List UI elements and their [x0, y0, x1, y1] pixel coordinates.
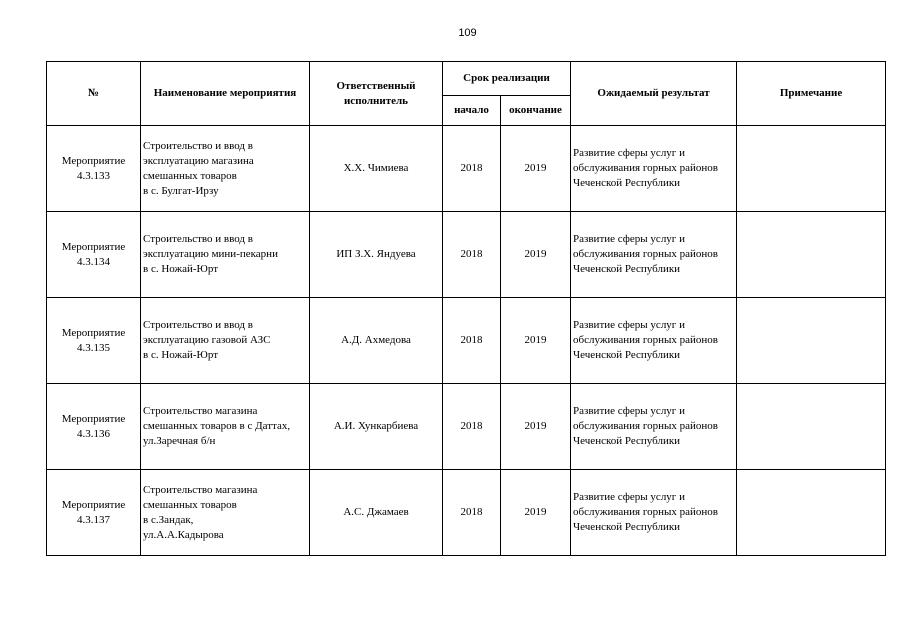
cell-executor: ИП З.Х. Яндуева — [310, 212, 443, 298]
cell-note — [737, 212, 886, 298]
cell-note — [737, 298, 886, 384]
cell-end: 2019 — [501, 470, 571, 556]
cell-result: Развитие сферы услуг и обслуживания горных районов Чеченской Республики — [571, 126, 737, 212]
table-row — [47, 212, 886, 298]
header-note: Примечание — [737, 62, 886, 126]
cell-num: Мероприятие 4.3.135 — [47, 298, 141, 384]
cell-name: Строительство и ввод в эксплуатацию газовой АЗС в с. Ножай-Юрт — [141, 298, 310, 384]
header-num: № — [47, 62, 141, 126]
cell-executor: Х.Х. Чимиева — [310, 126, 443, 212]
cell-num: Мероприятие 4.3.137 — [47, 470, 141, 556]
cell-name: Строительство магазина смешанных товаров в с.Зандак, ул.А.А.Кадырова — [141, 470, 310, 556]
activities-table — [46, 61, 886, 556]
header-executor: Ответственный исполнитель — [310, 62, 443, 126]
cell-num: Мероприятие 4.3.136 — [47, 384, 141, 470]
cell-start: 2018 — [443, 470, 501, 556]
cell-name: Строительство и ввод в эксплуатацию магазина смешанных товаров в с. Булгат-Ирзу — [141, 126, 310, 212]
header-name: Наименование мероприятия — [141, 62, 310, 126]
header-period: Срок реализации — [443, 62, 571, 96]
cell-executor: А.С. Джамаев — [310, 470, 443, 556]
cell-end: 2019 — [501, 126, 571, 212]
cell-end: 2019 — [501, 298, 571, 384]
cell-result: Развитие сферы услуг и обслуживания горных районов Чеченской Республики — [571, 298, 737, 384]
table-row — [47, 298, 886, 384]
cell-name: Строительство магазина смешанных товаров в с Даттах, ул.Заречная б/н — [141, 384, 310, 470]
table-body — [47, 126, 886, 556]
cell-start: 2018 — [443, 126, 501, 212]
cell-end: 2019 — [501, 384, 571, 470]
page-number: 109 — [458, 27, 477, 39]
cell-result: Развитие сферы услуг и обслуживания горных районов Чеченской Республики — [571, 470, 737, 556]
cell-num: Мероприятие 4.3.134 — [47, 212, 141, 298]
table-row — [47, 126, 886, 212]
cell-num: Мероприятие 4.3.133 — [47, 126, 141, 212]
cell-start: 2018 — [443, 212, 501, 298]
cell-executor: А.Д. Ахмедова — [310, 298, 443, 384]
cell-start: 2018 — [443, 384, 501, 470]
cell-start: 2018 — [443, 298, 501, 384]
cell-result: Развитие сферы услуг и обслуживания горных районов Чеченской Республики — [571, 384, 737, 470]
header-result: Ожидаемый результат — [571, 62, 737, 126]
table-row — [47, 470, 886, 556]
cell-name: Строительство и ввод в эксплуатацию мини-пекарни в с. Ножай-Юрт — [141, 212, 310, 298]
cell-note — [737, 384, 886, 470]
cell-end: 2019 — [501, 212, 571, 298]
cell-note — [737, 470, 886, 556]
cell-result: Развитие сферы услуг и обслуживания горных районов Чеченской Республики — [571, 212, 737, 298]
table-header — [47, 62, 886, 126]
header-end: окончание — [501, 96, 571, 126]
table-row — [47, 384, 886, 470]
cell-note — [737, 126, 886, 212]
header-start: начало — [443, 96, 501, 126]
cell-executor: А.И. Хункарбиева — [310, 384, 443, 470]
